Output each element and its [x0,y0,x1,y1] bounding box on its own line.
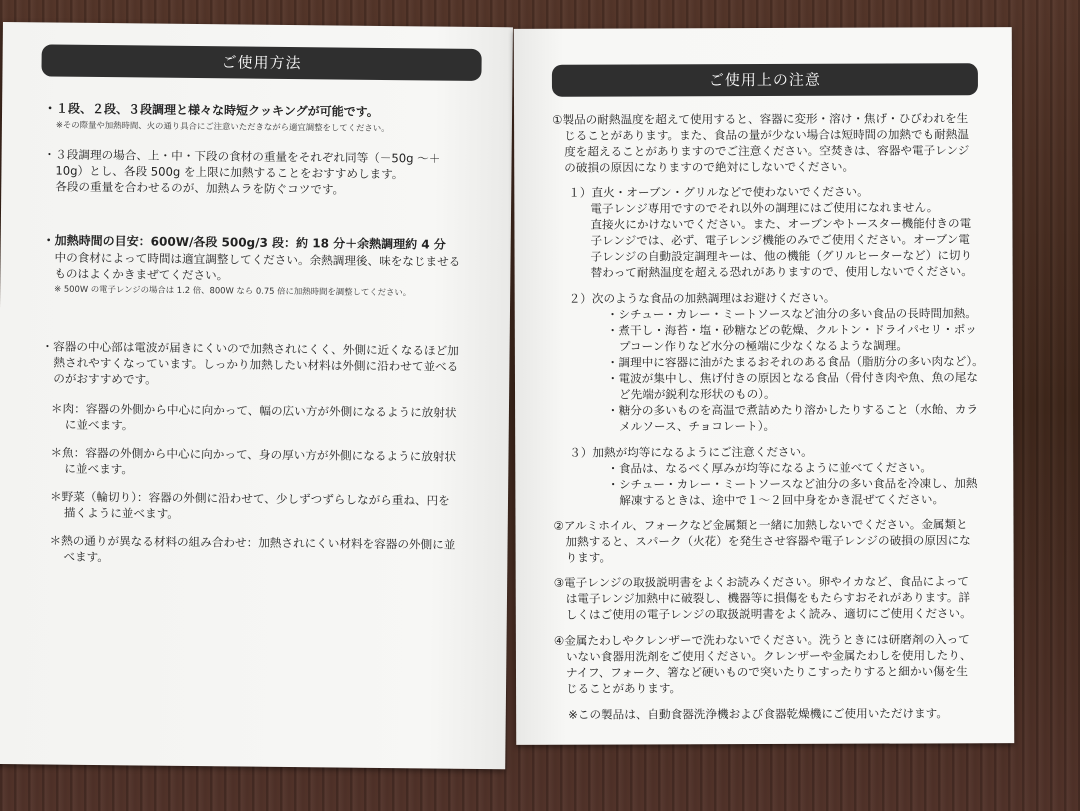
caution4-line2: いない食器用洗剤をご使用ください。クレンザーや金属たわしを使用したり、 [565,648,972,664]
s3-line1: 中の食材によって時間は適宜調整してください。余熱調理後、味をなじませる [54,250,461,269]
s4-line1: ・容器の中心部は電波が届きにくいので加熱されにくく、外側に近くなるほど加 [41,339,459,358]
s3-heading: ・加熱時間の目安：600W/各段 500g/3 段：約 18 分＋余熱調理約 4 分 [42,233,446,252]
caution2-line2: 加熱すると、スパーク（火花）を発生させ容器や電子レンジの破損の原因にな [565,533,971,549]
caution3-line2: は電子レンジ加熱中に破裂し、機器等に損傷をもたらすおそれがあります。詳 [565,590,971,606]
caution1-line3: 度を超えることがありますのでご注意ください。空焚きは、容器や電子レンジ [564,143,970,159]
s2-line3: 各段の重量を合わせるのが、加熱ムラを防ぐコツです。 [55,179,345,197]
s2-line1: ・３段調理の場合、上・中・下段の食材の重量をそれぞれ同等（－50g ～＋ [43,147,441,166]
caution3-line1: ③電子レンジの取扱説明書をよくお読みください。卵やイカなど、食品によって [553,574,969,590]
dishwasher-footnote: ※この製品は、自動食器洗浄機および食器乾燥機にご使用いただけます。 [568,706,948,722]
s1-note: ※その際量や加熱時間、火の通り具合にご注意いただきながら適宜調整をしてください。 [55,119,390,134]
caution2-line3: ります。 [565,550,612,565]
mix-line2: べます。 [63,549,109,565]
meat-line2: に並べます。 [64,417,134,433]
point3-line3: ・シチュー・カレー・ミートソースなど油分の多い食品を冷凍し、加熱 [607,476,978,492]
right-page [514,27,1014,745]
left-page [0,22,513,769]
point2-line7: ど先端が鋭利な形状のもの）。 [619,386,776,402]
caution4-line3: ナイフ、フォーク、箸など硬いもので突いたりこすったりすると細かい傷を生 [565,664,968,680]
point2-line3: ・煮干し・海苔・塩・砂糖などの乾燥、クルトン・ドライパセリ・ポッ [606,322,977,338]
caution4-line1: ④金属たわしやクレンザーで洗わないでください。洗うときには研磨剤の入って [553,632,970,648]
point2-line4: プコーン作りなど水分の極端に少なくなるような調理。 [618,338,908,354]
s3-note: ※ 500W の電子レンジの場合は 1.2 倍、800W なら 0.75 倍に加熱時間を調整してください。 [54,283,412,298]
point2-line5: ・調理中に容器に油がたまるおそれのある食品（脂肪分の多い肉など）。 [606,354,984,370]
veg-line1: ＊野菜（輪切り）：容器の外側に沿わせて、少しずつずらしながら重ね、円を [49,489,450,508]
point2-line2: ・シチュー・カレー・ミートソースなど油分の多い食品の長時間加熱。 [606,306,977,322]
s4-line2: 熱されやすくなっています。しっかり加熱したい材料は外側に沿わせて並べる [53,355,459,374]
point1-line4: 子レンジでは、必ず、電子レンジ機能のみでご使用ください。オーブン電 [590,232,970,248]
usage-header: ご使用方法 [41,44,481,81]
caution-header: ご使用上の注意 [552,63,978,96]
fish-line2: に並べます。 [64,461,134,477]
s3-line2: ものはよくかきまぜてください。 [54,266,229,283]
point1-line5: 子レンジの自動設定調理キーは、他の機能（グリルヒーターなど）に切り [590,248,973,264]
s1-heading: ・１段、２段、３段調理と様々な時短クッキングが可能です。 [44,101,379,119]
caution4-line4: じることがあります。 [566,681,682,696]
point3-line1: ３）加熱が均等になるようにご注意ください。 [569,444,813,460]
caution1-line2: じることがあります。また、食品の量が少ない場合は短時間の加熱でも耐熱温 [564,127,970,143]
mix-line1: ＊熱の通りが異なる材料の組み合わせ：加熱されにくい材料を容器の外側に並 [49,533,456,552]
s4-line3: のがおすすめです。 [53,371,157,387]
point2-line1: ２）次のような食品の加熱調理はお避けください。 [568,290,836,306]
point2-line8: ・糖分の多いものを高温で煮詰めたり溶かしたりすること（水飴、カラ [607,402,979,418]
caution1-line1: ①製品の耐熱温度を超えて使用すると、容器に変形・溶け・焦げ・ひびわれを生 [552,111,969,127]
point3-line4: 解凍するときは、途中で１～２回中身をかき混ぜてください。 [619,492,945,508]
caution2-line1: ②アルミホイル、フォークなど金属類と一緒に加熱しないでください。金属類と [553,517,968,533]
point1-line1: １）直火・オーブン・グリルなどで使わないでください。 [568,184,869,200]
meat-line1: ＊肉：容器の外側から中心に向かって、幅の広い方が外側になるように放射状 [50,401,457,420]
caution3-line3: しくはご使用の電子レンジの取扱説明書をよく読み、適切にご使用ください。 [565,606,972,622]
fish-line1: ＊魚：容器の外側から中心に向かって、身の厚い方が外側になるように放射状 [50,445,457,464]
point3-line2: ・食品は、なるべく厚みが均等になるように並べてください。 [607,460,932,476]
caution1-line4: の破損の原因になりますので絶対にしないでください。 [564,159,855,175]
point2-line9: メルソース、チョコレート）。 [619,418,776,434]
veg-line2: 描くように並べます。 [63,505,179,521]
point1-line6: 替わって耐熱温度を超える恐れがありますので、使用しないでください。 [590,264,973,280]
point1-line3: 直接火にかけないでください。また、オーブンやトースター機能付きの電 [590,216,972,232]
point2-line6: ・電波が集中し、焦げ付きの原因となる食品（骨付き肉や魚、魚の尾な [606,370,979,386]
point1-line2: 電子レンジ専用ですのでそれ以外の調理にはご使用になれません。 [590,200,939,216]
s2-line2: 10g）とし、各段 500g を上限に加熱することをおすすめします。 [55,163,404,182]
